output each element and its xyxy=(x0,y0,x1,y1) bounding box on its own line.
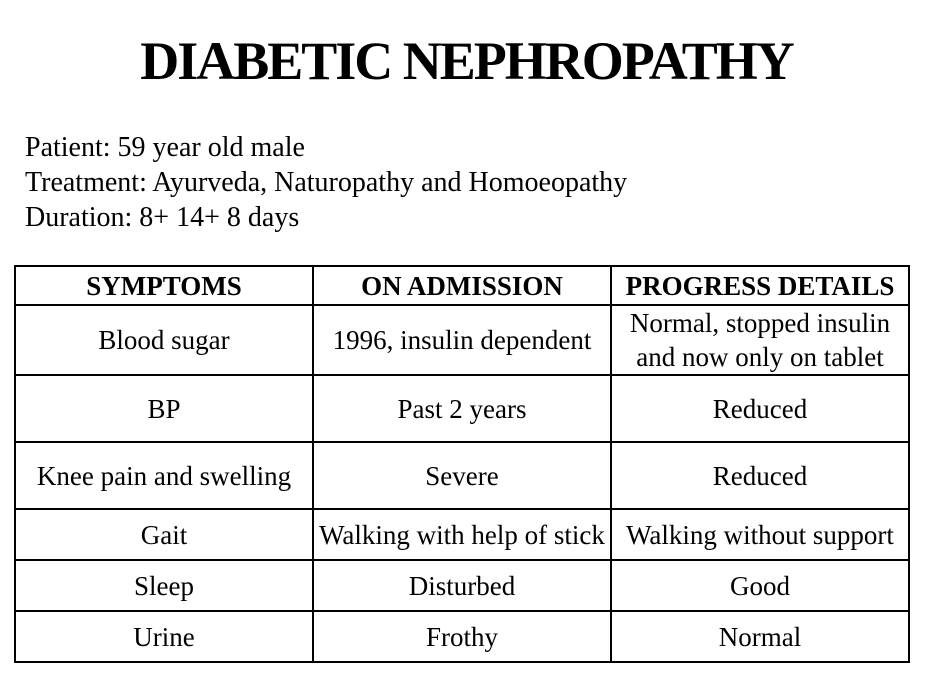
cell-progress: Reduced xyxy=(611,442,909,509)
cell-symptom: Blood sugar xyxy=(15,305,313,375)
cell-on-admission: Severe xyxy=(313,442,611,509)
cell-symptom: Urine xyxy=(15,611,313,662)
cell-on-admission: Past 2 years xyxy=(313,375,611,442)
table-row-urine xyxy=(15,611,909,662)
cell-progress: Normal, stopped insulin and now only on tablet xyxy=(611,305,909,375)
treatment-line: Treatment: Ayurveda, Naturopathy and Homoeopathy xyxy=(25,167,628,198)
cell-progress: Good xyxy=(611,560,909,611)
symptoms-table xyxy=(14,265,910,663)
cell-symptom: Gait xyxy=(15,509,313,560)
patient-line: Patient: 59 year old male xyxy=(25,132,305,163)
col-header-on-admission: ON ADMISSION xyxy=(313,266,611,305)
cell-progress: Reduced xyxy=(611,375,909,442)
table-head xyxy=(15,266,909,305)
cell-symptom: BP xyxy=(15,375,313,442)
cell-on-admission: Frothy xyxy=(313,611,611,662)
cell-on-admission: Disturbed xyxy=(313,560,611,611)
cell-symptom: Sleep xyxy=(15,560,313,611)
col-header-symptoms: SYMPTOMS xyxy=(15,266,313,305)
table-row-gait xyxy=(15,509,909,560)
cell-symptom: Knee pain and swelling xyxy=(15,442,313,509)
cell-progress: Normal xyxy=(611,611,909,662)
cell-on-admission: 1996, insulin dependent xyxy=(313,305,611,375)
table-body xyxy=(15,305,909,662)
table-row-knee-pain xyxy=(15,442,909,509)
table-row-blood-sugar xyxy=(15,305,909,375)
patient-info-block xyxy=(25,130,627,235)
cell-on-admission: Walking with help of stick xyxy=(313,509,611,560)
table-row-bp xyxy=(15,375,909,442)
duration-line: Duration: 8+ 14+ 8 days xyxy=(25,202,300,233)
table-header-row xyxy=(15,266,909,305)
table-row-sleep xyxy=(15,560,909,611)
page-title: DIABETIC NEPHROPATHY xyxy=(140,31,793,91)
col-header-progress-details: PROGRESS DETAILS xyxy=(611,266,909,305)
cell-progress: Walking without support xyxy=(611,509,909,560)
